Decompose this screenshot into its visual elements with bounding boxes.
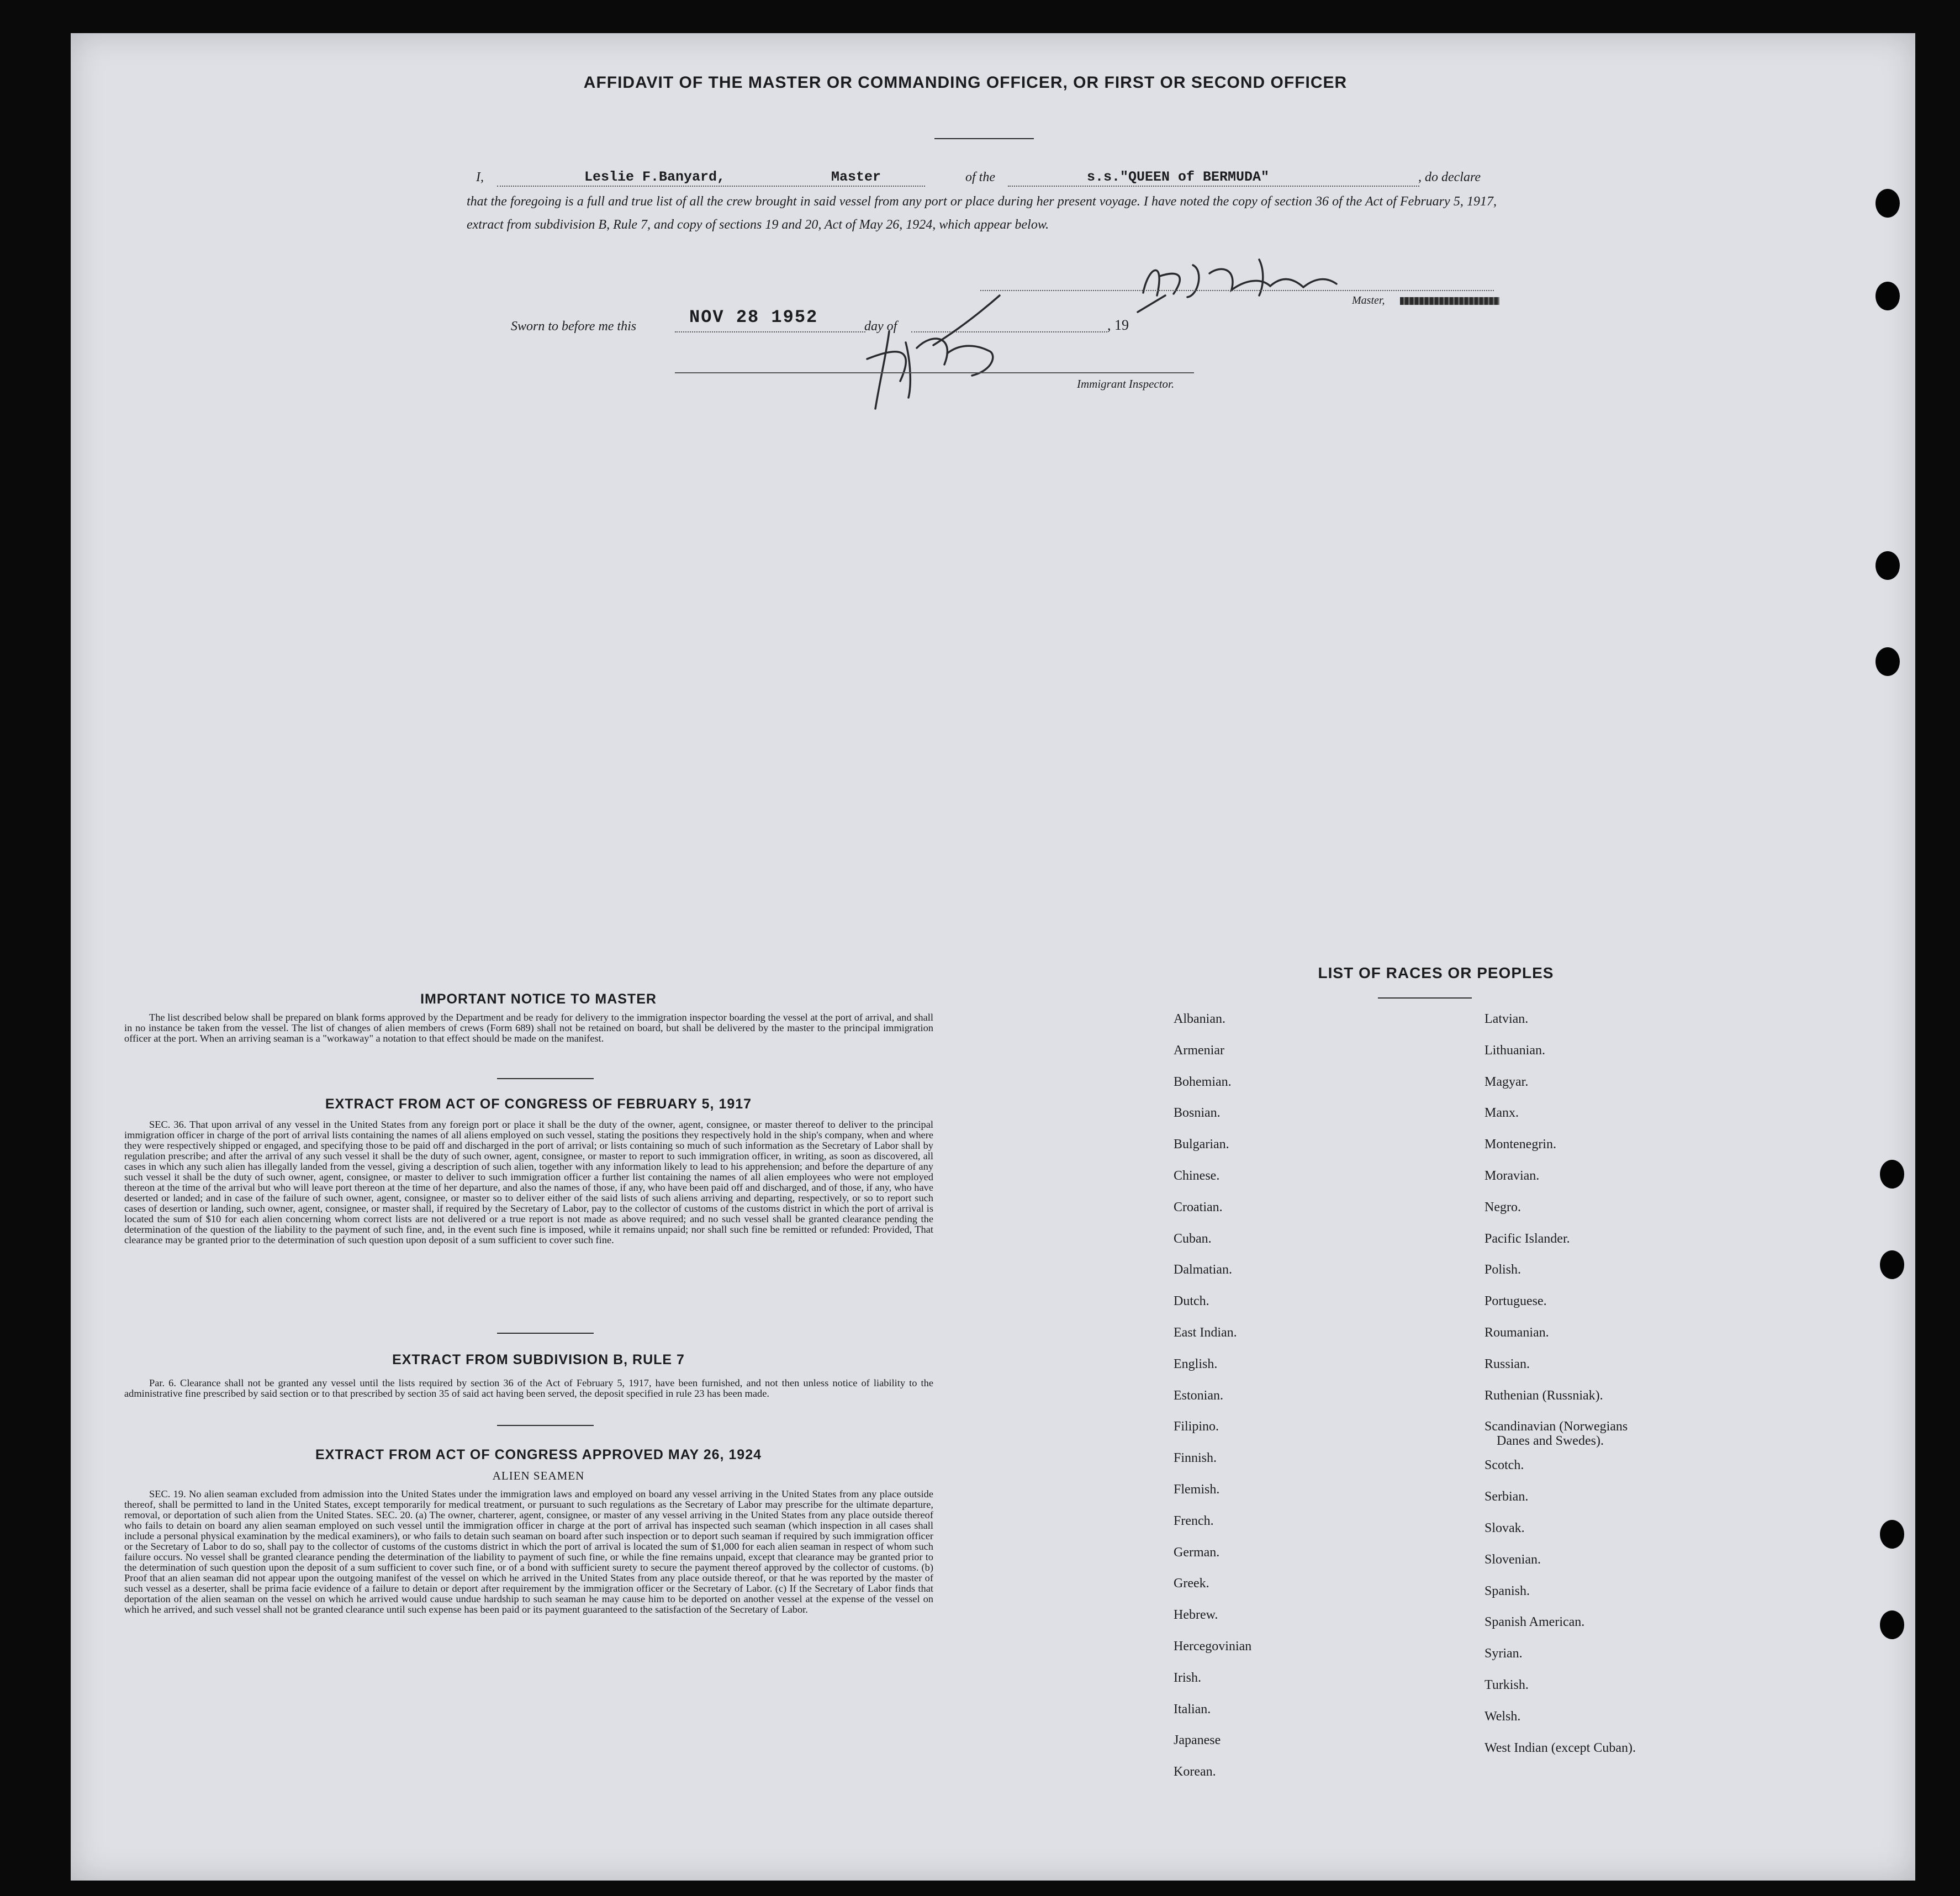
race-item: Bosnian. — [1174, 1106, 1221, 1121]
master-signature — [1127, 243, 1381, 320]
race-item: English. — [1174, 1356, 1218, 1371]
race-item: Albanian. — [1174, 1012, 1225, 1026]
inspector-label: Immigrant Inspector. — [1077, 377, 1175, 390]
race-item: Dutch. — [1174, 1294, 1209, 1309]
race-item: Syrian. — [1484, 1646, 1523, 1661]
punch-hole — [1876, 647, 1900, 676]
race-item: Slovenian. — [1484, 1552, 1541, 1567]
title-divider — [934, 138, 1034, 139]
race-item: Chinese. — [1174, 1168, 1220, 1183]
extract-1917-heading: EXTRACT FROM ACT OF CONGRESS OF FEBRUARY 5, 1917 — [325, 1096, 752, 1112]
race-item: Greek. — [1174, 1576, 1209, 1591]
day-of-label: day of — [864, 319, 897, 334]
affidavit-body: that the foregoing is a full and true list of all the crew brought in said vessel from any port or place during her present voyage. I have noted the copy of section 36 of the Act of February 5, 1917, extract from subdivision B, Rule 7, and copy of sections 19 and 20, Act of May 26, 1924, which appear below. — [467, 194, 1497, 232]
race-item: Spanish American. — [1484, 1615, 1585, 1630]
race-item-scandinavian — [1484, 1419, 1636, 1458]
punch-hole — [1880, 1520, 1904, 1549]
race-item: Montenegrin. — [1484, 1137, 1556, 1152]
rule-7-heading: EXTRACT FROM SUBDIVISION B, RULE 7 — [392, 1352, 685, 1367]
race-item: Ruthenian (Russniak). — [1484, 1388, 1603, 1403]
race-item: Irish. — [1174, 1670, 1201, 1685]
race-item: Portuguese. — [1484, 1294, 1547, 1309]
races-column-1 — [1174, 1012, 1251, 1796]
race-item-continuation: Danes and Swedes). — [1497, 1434, 1604, 1449]
rule-7-text: Par. 6. Clearance shall not be granted any vessel until the lists required by section 36 of the Act of February 5, 1917, have been furnished, and not then unless notice of liability to the administrative fine prescribed by said section or to that prescribed by section 35 of said act having been served, the deposit specified in rule 23 has been made. — [124, 1377, 933, 1399]
notice-divider — [497, 1078, 594, 1079]
declaration-i: I, — [476, 170, 484, 184]
race-item: East Indian. — [1174, 1325, 1237, 1340]
race-item: Armeniar — [1174, 1043, 1224, 1058]
race-item: Bohemian. — [1174, 1074, 1232, 1089]
race-item: Manx. — [1484, 1106, 1519, 1121]
race-item: Croatian. — [1174, 1200, 1223, 1214]
race-item: Polish. — [1484, 1263, 1521, 1277]
race-item: Scandinavian (Norwegians — [1484, 1419, 1628, 1434]
race-item: Lithuanian. — [1484, 1043, 1545, 1058]
extract-1924-text: SEC. 19. No alien seaman excluded from admission into the United States under the immigration laws and employed on board any vessel arriving in the United States from any place outside thereof, shall be permitted to land in the United States, except temporarily for medical treatment, or pursuant to such regulations as the Secretary of Labor may prescribe for the ultimate departure, removal, or deportation of such alien from the United States. SEC. 20. (a) The owner, charterer, agent, consignee, or master of any vessel arriving in the United States from any place outside thereof who fails to detain on board any alien seaman employed on such vessel until the immigration officer in charge at the port of arrival has inspected such seaman (which inspection in all cases shall include a personal physical examination by the medical examiners), or who fails to detain such seaman on board after such inspection or to deport such seaman if required by such immigration officer or the Secretary of Labor to do so, shall pay to the collector of customs of the customs district in which the port of arrival is located the sum of $1,000 for each alien seaman in respect of whom such failure occurs. No vessel shall be granted clearance pending the determination of the liability to payment of such fine, or while the fine remains unpaid, except that clearance may be granted prior to the determination of such question upon the deposit of a sum sufficient to cover such fine, or of a bond with sufficient surety to secure the payment thereof approved by the collector of customs. (b) Proof that an alien seaman did not appear upon the outgoing manifest of the vessel on which he arrived in the United States from any place outside thereof, or that he was reported by the master of such vessel as a deserter, shall be prima facie evidence of a failure to detain or deport after requirement by the immigration officer or the Secretary of Labor. (c) If the Secretary of Labor finds that deportation of the alien seaman on the vessel on which he arrived would cause undue hardship to such seaman he may cause him to be deported on another vessel at the expense of the vessel on which he arrived, and such vessel shall not be granted clearance until such expense has been paid or its payment guaranteed to the satisfaction of the Secretary of Labor. — [124, 1488, 933, 1615]
punch-hole — [1876, 551, 1900, 580]
races-column-2 — [1484, 1012, 1636, 1772]
of-the-label: of the — [965, 170, 995, 184]
race-item: Roumanian. — [1484, 1325, 1549, 1340]
master-signature-line — [980, 290, 1494, 291]
race-item: Hercegovinian — [1174, 1639, 1252, 1654]
punch-hole — [1880, 1160, 1904, 1189]
inspector-signature — [828, 293, 1038, 414]
year-label: , 19 — [1107, 317, 1129, 333]
punch-hole — [1876, 189, 1900, 218]
race-item: Russian. — [1484, 1356, 1530, 1371]
notice-text: The list described below shall be prepared on blank forms approved by the Department and be ready for delivery to the immigration inspector boarding the vessel at the port of arrival, and shall in no instance be taken from the vessel. The list of changes of alien members of crews (Form 689) shall not be retained on board, but shall be delivered by the master to the principal immigration officer at the port. When an arriving seaman is a "workaway" a notation to that effect should be made on the manifest. — [124, 1012, 933, 1044]
race-item: Italian. — [1174, 1702, 1211, 1717]
notice-heading: IMPORTANT NOTICE TO MASTER — [420, 991, 657, 1007]
punch-hole — [1880, 1250, 1904, 1279]
race-item: Pacific Islander. — [1484, 1231, 1570, 1246]
races-divider — [1378, 997, 1472, 999]
race-item: Dalmatian. — [1174, 1263, 1232, 1277]
race-item: Serbian. — [1484, 1490, 1529, 1504]
race-item: Flemish. — [1174, 1482, 1220, 1497]
do-declare-label: , do declare — [1418, 170, 1481, 184]
race-item: Magyar. — [1484, 1074, 1529, 1089]
race-item: German. — [1174, 1545, 1220, 1560]
races-heading: LIST OF RACES OR PEOPLES — [1318, 964, 1554, 981]
vessel-line — [1008, 186, 1419, 187]
punch-hole — [1880, 1610, 1904, 1639]
vessel-name: s.s."QUEEN of BERMUDA" — [1087, 169, 1270, 185]
race-item: French. — [1174, 1513, 1214, 1528]
race-item: Bulgarian. — [1174, 1137, 1229, 1152]
rule-7-divider — [497, 1425, 594, 1426]
master-label: Master, — [1352, 294, 1385, 307]
alien-seamen-subheading: ALIEN SEAMEN — [492, 1469, 585, 1482]
punch-hole — [1876, 282, 1900, 310]
race-item: Scotch. — [1484, 1458, 1524, 1473]
race-item: Estonian. — [1174, 1388, 1223, 1403]
name-line — [497, 186, 925, 187]
struck-out-text — [1400, 297, 1499, 305]
race-item: Turkish. — [1484, 1677, 1529, 1692]
race-item: Welsh. — [1484, 1709, 1521, 1724]
extract-1917-text: SEC. 36. That upon arrival of any vessel in the United States from any foreign port or place it shall be the duty of the owner, agent, consignee, or master thereof to deliver to the principal immigration officer in charge of the port of arrival lists containing the names of all aliens employed on such vessel, stating the positions they respectively hold in the ship's company, when and where they were respectively shipped or engaged, and specifying those to be paid off and discharged in the port of arrival; or lists containing so much of such information as the Secretary of Labor shall by regulation prescribe; and after the arrival of any such vessel it shall be the duty of such owner, agent, consignee, or master to report to such immigration officer, in writing, as soon as discovered, all cases in which any such alien has illegally landed from the vessel, giving a description of such alien, together with any information likely to lead to his apprehension; and before the departure of any such vessel it shall be the duty of such owner, agent, consignee, or master to deliver to such immigration officer a further list containing the names of all alien employees who were not employed thereon at the time of the arrival but who will leave port thereon at the time of her departure, and also the names of those, if any, who have been paid off and discharged, and of those, if any, who have deserted or landed; and in case of the failure of such owner, agent, consignee, or master so to deliver either of the said lists of such aliens arriving and departing, respectively, or so to report such cases of desertion or landing, such owner, agent, consignee, or master shall, if required by the Secretary of Labor, pay to the collector of customs of the customs district in which the port of arrival is located the sum of $10 for each alien concerning whom correct lists are not delivered or a true report is not made as above required; and no such vessel shall be granted clearance pending the determination of the question of the liability to the payment of such fine, and, in the event such fine is imposed, while it remains unpaid; nor shall such fine be remitted or refunded: Provided, That clearance may be granted prior to the determination of such question upon deposit of a sum sufficient to cover such fine. — [124, 1119, 933, 1245]
master-name: Leslie F.Banyard, — [584, 169, 726, 185]
extract-1924-heading: EXTRACT FROM ACT OF CONGRESS APPROVED MAY 26, 1924 — [315, 1447, 762, 1462]
race-item: Slovak. — [1484, 1520, 1525, 1535]
inspector-signature-line — [675, 372, 1194, 373]
affidavit-title: AFFIDAVIT OF THE MASTER OR COMMANDING OFFICER, OR FIRST OR SECOND OFFICER — [583, 73, 1348, 92]
race-item: Korean. — [1174, 1765, 1216, 1779]
race-item: Latvian. — [1484, 1012, 1529, 1026]
sworn-label: Sworn to before me this — [511, 319, 637, 334]
race-item: Filipino. — [1174, 1419, 1219, 1434]
master-rank: Master — [831, 169, 881, 185]
race-item: Spanish. — [1484, 1583, 1530, 1598]
date-stamp: NOV 28 1952 — [689, 307, 818, 328]
race-item: Finnish. — [1174, 1451, 1217, 1466]
extract-1917-divider — [497, 1333, 594, 1334]
race-item: Moravian. — [1484, 1168, 1540, 1183]
race-item: Japanese — [1174, 1733, 1221, 1748]
race-item: West Indian (except Cuban). — [1484, 1740, 1636, 1755]
race-item: Cuban. — [1174, 1231, 1212, 1246]
race-item: Hebrew. — [1174, 1608, 1218, 1623]
race-item: Negro. — [1484, 1200, 1521, 1214]
